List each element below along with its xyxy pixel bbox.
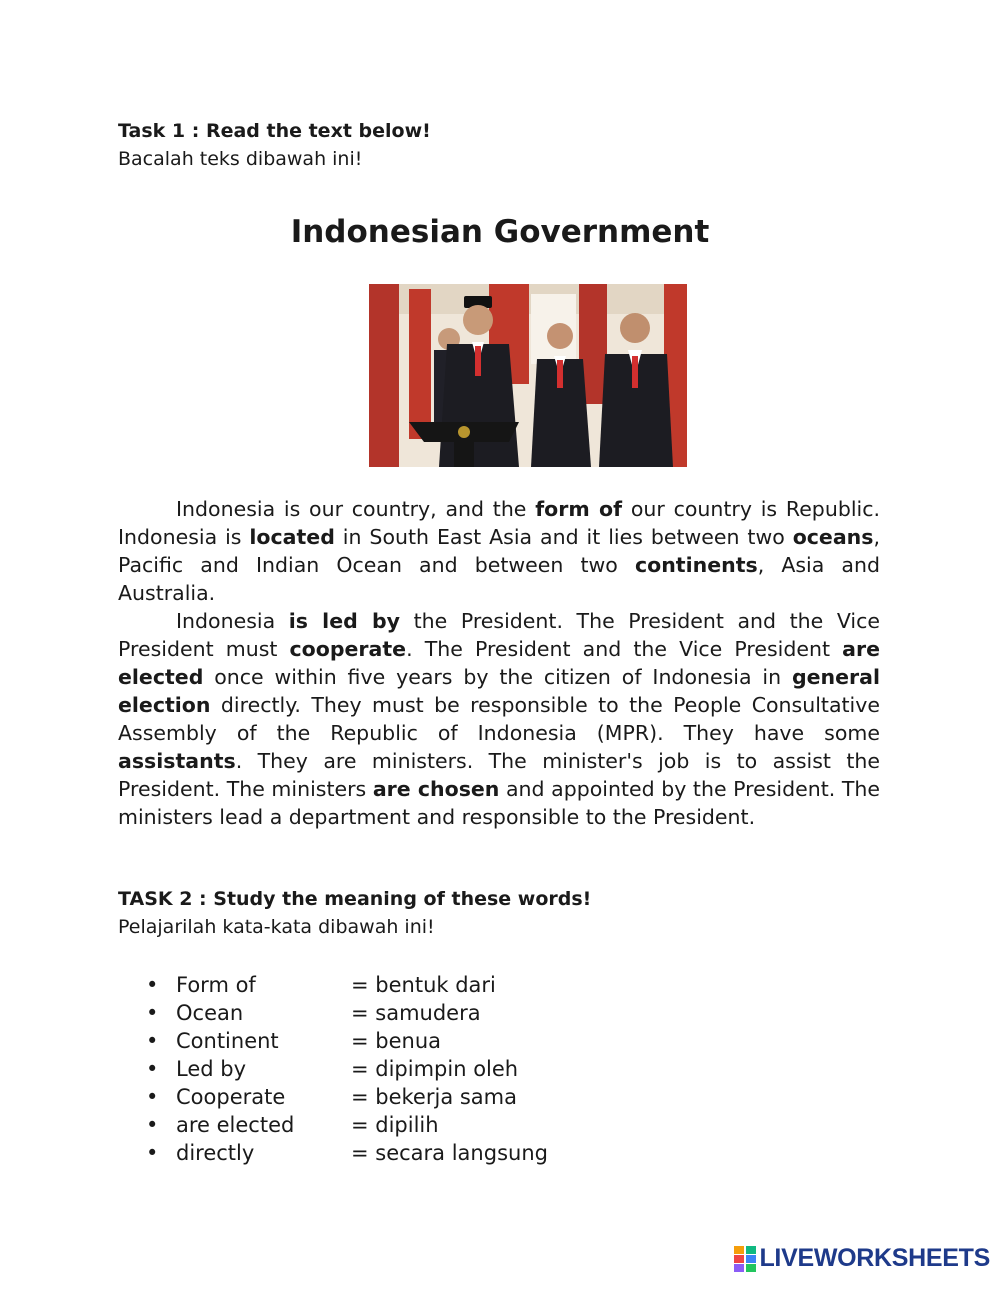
vocab-term: Form of (176, 973, 256, 997)
vocab-term: Cooperate (176, 1085, 286, 1109)
text-span: once within five years by the citizen of Indonesia in (203, 665, 792, 689)
task1-heading: Task 1 : Read the text below! (118, 120, 431, 142)
vocab-meaning: = samudera (351, 1001, 481, 1025)
text-span: Indonesia (176, 609, 289, 633)
keyword: general election (118, 665, 880, 717)
vocab-item (146, 1055, 548, 1083)
keyword: is led by (288, 609, 401, 633)
vocab-meaning: = dipilih (351, 1113, 439, 1137)
paragraph-1 (118, 495, 880, 607)
reading-text (118, 495, 880, 831)
logo-blocks-icon (734, 1246, 756, 1272)
vocab-meaning: = bekerja sama (351, 1085, 518, 1109)
text-span: Indonesia is our country, and the (176, 497, 536, 521)
vocab-term: are elected (176, 1113, 295, 1137)
bullet-icon: • (146, 1141, 159, 1165)
vocab-term: Led by (176, 1057, 247, 1081)
keyword: cooperate (289, 637, 407, 661)
vocab-meaning: = benua (351, 1029, 442, 1053)
vocab-meaning: = secara langsung (351, 1141, 548, 1165)
text-span: . They are ministers. The minister's job is to assist the President. The ministers (118, 749, 880, 801)
text-span: and appointed by the President. The ministers lead a department and responsible to the President. (118, 777, 881, 829)
vocab-item (146, 971, 548, 999)
task1-instruction: Bacalah teks dibawah ini! (118, 148, 363, 170)
text-span: , Pacific and Indian Ocean and between two (118, 525, 880, 577)
text-span: . The President and the Vice President (406, 637, 843, 661)
bullet-icon: • (146, 973, 159, 997)
vocab-item (146, 1027, 548, 1055)
bullet-icon: • (146, 1057, 159, 1081)
page-title: Indonesian Government (290, 214, 710, 250)
bullet-icon: • (146, 1029, 159, 1053)
government-photo (369, 284, 687, 467)
keyword: continents (634, 553, 758, 577)
vocab-item (146, 1139, 548, 1167)
vocab-item (146, 1111, 548, 1139)
task2-heading: TASK 2 : Study the meaning of these words! (118, 888, 592, 910)
vocabulary-list (146, 971, 548, 1167)
keyword: located (249, 525, 335, 549)
vocab-meaning: = dipimpin oleh (351, 1057, 519, 1081)
vocab-term: Continent (176, 1029, 279, 1053)
keyword: are chosen (372, 777, 500, 801)
text-span: the President. The President and the Vice President must (118, 609, 880, 661)
paragraph-2 (118, 607, 880, 831)
bullet-icon: • (146, 1001, 159, 1025)
vocab-item (146, 999, 548, 1027)
text-span: directly. They must be responsible to the People Consultative Assembly of the Republic of Indonesia (MPR). They have some (118, 693, 880, 745)
vocab-item (146, 1083, 548, 1111)
keyword: are elected (118, 637, 880, 689)
vocab-meaning: = bentuk dari (351, 973, 496, 997)
task2-instruction: Pelajarilah kata-kata dibawah ini! (118, 916, 435, 938)
keyword: oceans (792, 525, 874, 549)
bullet-icon: • (146, 1113, 159, 1137)
liveworksheets-logo (734, 1244, 990, 1273)
text-span: our country is Republic. Indonesia is (118, 497, 881, 549)
photo-illustration (369, 284, 687, 467)
text-span: , Asia and Australia. (118, 553, 880, 605)
vocab-term: Ocean (176, 1001, 244, 1025)
vocab-term: directly (176, 1141, 255, 1165)
logo-text: LIVEWORKSHEETS (759, 1244, 990, 1272)
bullet-icon: • (146, 1085, 159, 1109)
keyword: form of (535, 497, 623, 521)
text-span: in South East Asia and it lies between two (334, 525, 793, 549)
keyword: assistants (118, 749, 236, 773)
